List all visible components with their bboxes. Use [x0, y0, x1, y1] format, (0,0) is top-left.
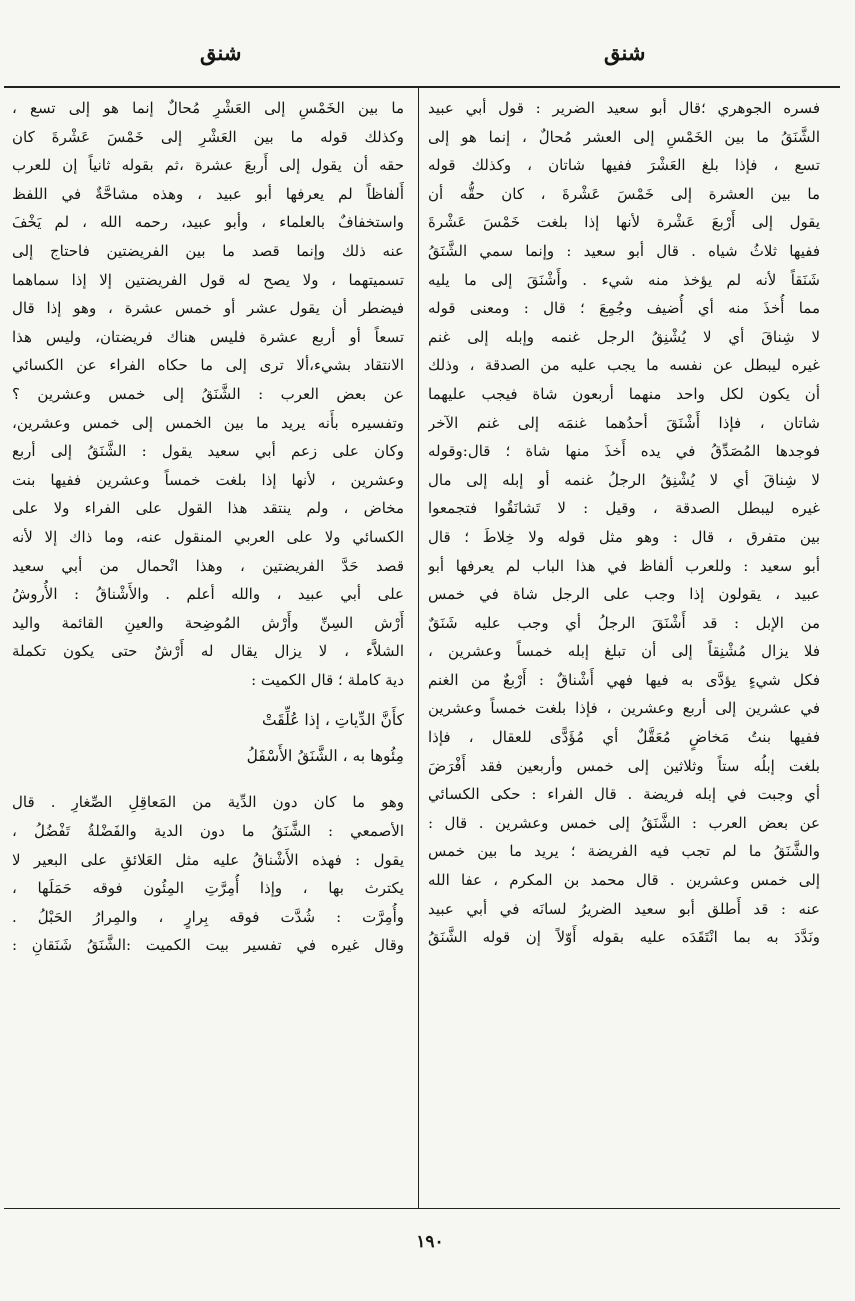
text-line: على أبي عبيد ، والله أعلم . والأَشْناقُ : الأُروشُ — [12, 585, 404, 604]
text-line: شَنَقاً لأنه لم يؤخذ منه شيء . وأَشْنَقَ إلى ما يليه — [428, 270, 820, 289]
text-line: مما أُخذَ منه أي أُضيف وجُمِعَ ؛ قال : ومعنى قوله — [428, 299, 820, 318]
text-line: يقول : فهذه الأَشْناقُ عليه مثل العَلائقِ على البعير لا — [12, 850, 404, 869]
text-line: بلغت إبلُه ستاً وثلاثين إلى خمس وأربعين فقد أَفْرَضَ — [428, 756, 820, 775]
text-line: أَلفاظاً لم يعرفها أبو عبيد ، وهذه مشاحَّةٌ في اللفظ — [12, 184, 404, 203]
right-column-text — [428, 94, 820, 952]
text-line: الأصمعي : الشَّنَقُ ما دون الدية والفَضْلةُ تَفْضُلُ ، — [12, 822, 404, 841]
right-column — [428, 94, 820, 952]
text-line: وكذلك قوله ما بين العَشْرِ إلى خَمْسَ عَشْرةَ كان — [12, 127, 404, 146]
text-line: دية كاملة ؛ قال الكميت : — [251, 670, 404, 689]
text-line: الشَّنَقُ ما بين الخَمْسِ إلى العشر مُحالٌ ، إنما هو إلى — [428, 127, 820, 146]
text-line: فيضطر أن يقول عشر أو خمس عشرة ، وهو إذا قال — [12, 299, 404, 318]
text-line: فكل شيءٍ يؤدَّى به فيها فهي أَشْناقٌ : أَرْبعٌ من الغنم — [428, 670, 820, 689]
text-line: وقال غيره في تفسير بيت الكميت :الشَّنَقُ شَنَقانِ : — [12, 936, 404, 955]
text-line: أن يكون لكل واحد منهما أربعون شاة فيجب عليهما — [428, 384, 820, 403]
text-line: والشَّنَقُ ما لم تجب فيه الفريضة ؛ يريد ما بين خمس — [428, 842, 820, 861]
text-line: حقه أن يقول إلى أَربعَ عشرة ،ثم بقوله ثانياً إن للعرب — [12, 156, 404, 175]
text-line: شاتان ، فإذا أَشْنَقَ أحدُهما غنمَه إلى غنم الآخر — [428, 413, 820, 432]
text-line: إلى خمس وعشرين . قال محمد بن المكرم ، عفا الله — [428, 871, 820, 890]
text-line: واستخفافٌ بالعلماء ، وأبو عبيد، رحمه الله ، لم يَخْفَ — [12, 213, 404, 232]
text-line: في عشرين إلى أربع وعشرين ، فإذا بلغت خمساً وعشرين — [428, 699, 820, 718]
text-line: تسعاً أو أربع عشرة فليس هناك فريضتان، وليس هذا — [12, 327, 404, 346]
left-column-text-top — [12, 94, 404, 694]
text-line: ففيها ثلاثُ شياه . قال أبو سعيد : وإنما سمي الشَّنَقُ — [428, 241, 820, 260]
text-line: ونَدَّدَ به بما انْتَقَدَه عليه بقوله أَوّلاً إن قوله الشَّنَقُ — [428, 928, 820, 947]
text-line: عبيد ، يقولون إذا وجب على الرجل شاة في خمس — [428, 585, 820, 604]
text-line: وعشرين ، لأنها إذا بلغت خمساً وعشرين ففيها بنت — [12, 470, 404, 489]
text-line: ما بين العشرة إلى خَمْسَ عَشْرةَ ، كان حقُّه أن — [428, 184, 820, 203]
column-divider — [418, 88, 419, 1208]
verse-line: مِئُوها به ، الشَّنَقُ الأَسْفَلُ — [246, 747, 404, 766]
text-line: الكسائي ولا على العربي المنقول عنه، وما ذاك إلا لأنه — [12, 527, 404, 546]
text-line: فلا يزال مُشْنِقاً إلى أن تبلغ إبله خمساً وعشرين ، — [428, 642, 820, 661]
text-line: ففيها بنتُ مَخاضٍ مُعَقَّلٌ أي مُؤَدًّى للعقال ، فإذا — [428, 728, 820, 747]
text-line: أي وجبت في إبله فريضة . قال الفراء : حكى الكسائي — [428, 785, 820, 804]
text-line: عن بعض العرب : الشَّنَقُ إلى خمس وعشرين . قال : — [428, 813, 820, 832]
verse-line: كأَنَّ الدِّياتِ ، إذا عُلِّقَتْ — [262, 711, 404, 730]
text-line: عن بعض العرب : الشَّنَقُ إلى خمس وعشرين ؟ — [12, 384, 404, 403]
header-rule — [4, 86, 840, 88]
text-line: يكترث بها ، وإذا أُمِرَّتِ المِئُون فوقه حَمَلَها ، — [12, 879, 404, 898]
left-column — [12, 94, 404, 960]
text-line: تسع ، فإذا بلغ العَشْرَ ففيها شاتان ، وكذلك قوله — [428, 156, 820, 175]
text-line: من الإبل : قد أَشْنَقَ الرجلُ أي وجب عليه شَنَقٌ — [428, 613, 820, 632]
text-line: الشلاَّء ، لا يزال يقال له أَرْشٌ حتى يكون تكملة — [12, 642, 404, 661]
left-column-text-bottom — [12, 788, 404, 960]
text-line: مخاض ، ولم ينتقد هذا القول على الفراء ولا على — [12, 499, 404, 518]
text-line: وهو ما كان دون الدِّية من المَعاقِلِ الصِّغارِ . قال — [12, 793, 404, 812]
footer-rule — [4, 1208, 840, 1209]
running-head-right: شنق — [604, 40, 646, 65]
text-line: أَرْش السِنِّ وأَرْش المُوضِحة والعينِ القائمة واليد — [12, 613, 404, 632]
running-head-left: شنق — [200, 40, 242, 65]
text-line: قصد حَدَّ الفريضتين ، وهذا انْحمال من أبي سعيد — [12, 556, 404, 575]
poetry-verse — [12, 702, 404, 774]
text-line: غيره ليبطل عن نفسه ما يجب عليه من الصدقة ، وذلك — [428, 356, 820, 375]
text-line: فوجدها المُصَدِّقُ في يده أَخذَ منها شاة ؛ قال:وقوله — [428, 442, 820, 461]
text-line: عنه ذلك وإنما قصد ما بين الفريضتين فاحتاج إلى — [12, 241, 404, 260]
text-line: فسره الجوهري ؛قال أبو سعيد الضرير : قول أبي عبيد — [428, 99, 820, 117]
text-line: عنه : قد أَطلق أبو سعيد الضريرُ لسانَه في أبي عبيد — [428, 899, 820, 918]
text-line: ما بين الخَمْسِ إلى العَشْرِ مُحالٌ إنما هو إلى تسع ، — [12, 99, 404, 117]
text-line: الانتقاد بشيء،ألا ترى إلى ما حكاه الفراء عن الكسائي — [12, 356, 404, 375]
text-line: وأُمِرَّت : شُدَّت فوقه بِرارٍ ، والمِرارُ الحَبْلُ . — [12, 907, 404, 926]
text-line: لا شِناقَ أي لا يُشْنِقُ الرجل غنمه وإبله إلى غنم — [428, 327, 820, 346]
text-line: غيره ليبطل الصدقة ، وقيل : لا تَشانَقُوا فتجمعوا — [428, 499, 820, 518]
text-line: لا شِناقَ أي لا يُشْنِقُ الرجلُ غنمه أو إبله إلى مال — [428, 470, 820, 489]
text-line: وتفسيره بأَنه يريد ما بين الخمس إلى خمس وعشرين، — [12, 413, 404, 432]
text-line: تسميتهما ، ولا يصح له قول الفريضتين إلا إذا سماهما — [12, 270, 404, 289]
text-line: بين متفرق ، قال : وهو مثل قوله ولا خِلاطَ ؛ قال — [428, 527, 820, 546]
page-number: ١٩٠ — [416, 1232, 444, 1252]
text-line: يقول إلى أَرْبعَ عَشْرة لأنها إذا بلغت خَمْسَ عَشْرةَ — [428, 213, 820, 232]
text-line: وكان على زعم أبي سعيد يقول : الشَّنَقُ إلى أربع — [12, 442, 404, 461]
text-line: أبو سعيد : وللعرب ألفاظ في هذا الباب لم يعرفها أبو — [428, 556, 820, 575]
